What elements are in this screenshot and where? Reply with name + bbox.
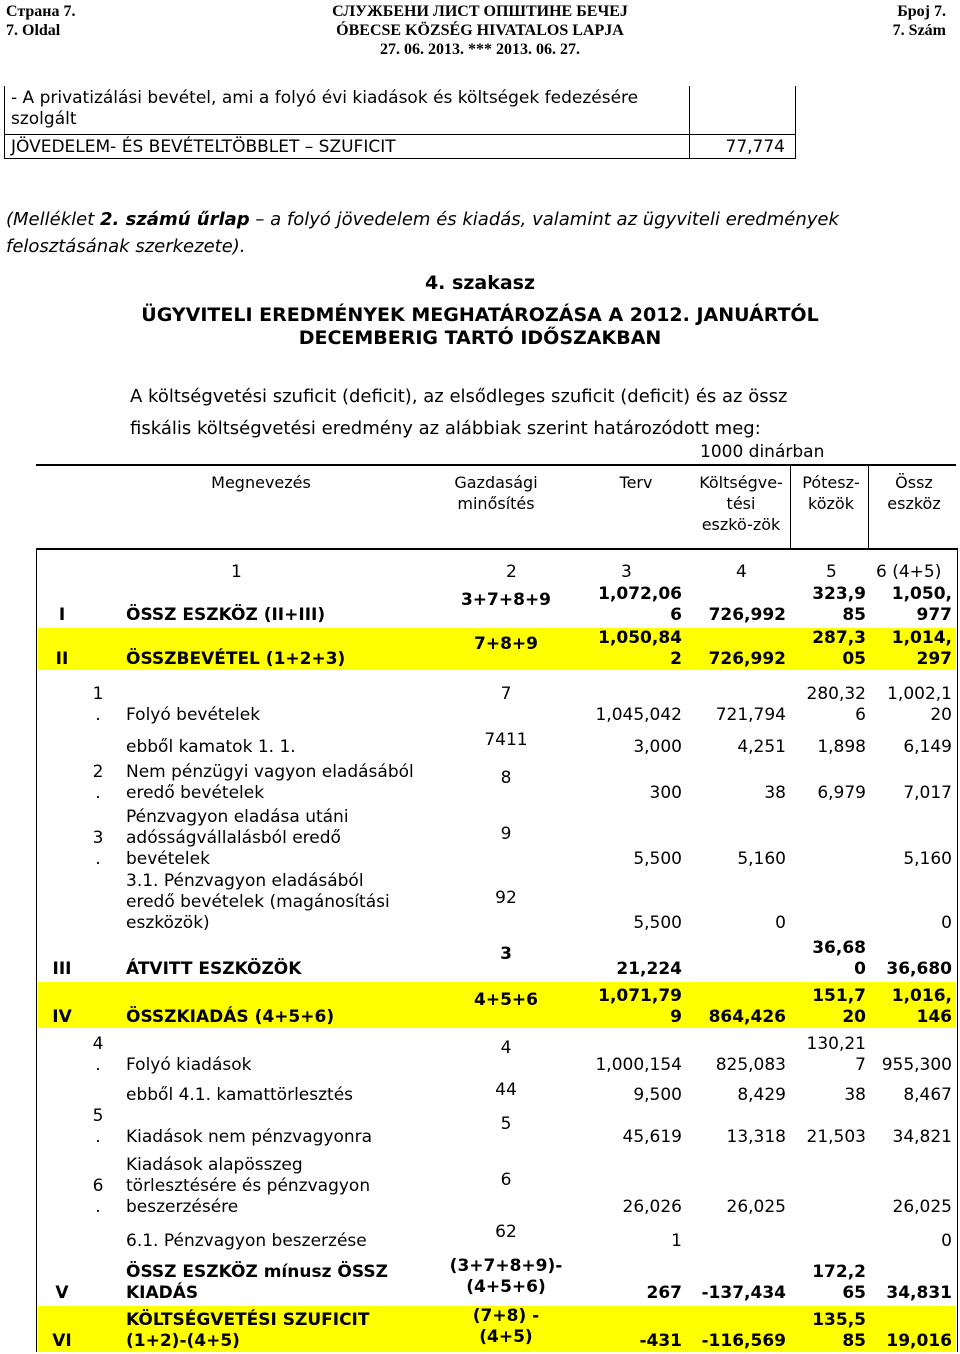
table-row — [36, 1030, 958, 1078]
row-number: 1 . — [92, 684, 104, 725]
row-additional-value: 151,7 20 — [812, 986, 866, 1027]
row-number: 3 . — [92, 828, 104, 869]
row-budget-value: -116,569 — [701, 1331, 786, 1351]
row-budget-value: 5,160 — [737, 849, 786, 869]
row-plan-value: 9,500 — [633, 1085, 682, 1105]
row-plan-value: 267 — [646, 1283, 682, 1303]
col-num-5: 5 — [826, 562, 837, 582]
col-num-3: 3 — [621, 562, 632, 582]
row-roman-number: IV — [52, 1007, 72, 1027]
surplus-value: 77,774 — [725, 137, 785, 157]
col-header-additional-line1: Pótesz- — [802, 473, 860, 492]
row-plan-value: 26,026 — [622, 1197, 682, 1217]
row-total-value: 19,016 — [886, 1331, 952, 1351]
row-additional-value: 1,898 — [817, 737, 866, 757]
issue-number-serbian: Број 7. — [897, 3, 946, 20]
row-economic-code: 8 — [500, 767, 512, 788]
row-total-value: 36,680 — [886, 959, 952, 979]
row-budget-value: 864,426 — [708, 1007, 786, 1027]
row-plan-value: 45,619 — [622, 1127, 682, 1147]
table-row — [36, 872, 958, 936]
row-economic-code: 44 — [495, 1080, 517, 1100]
row-name: Kiadások alapösszeg törlesztésére és pénzvagyon beszerzésére — [126, 1155, 371, 1217]
row-name: Kiadások nem pénzvagyonra — [126, 1127, 373, 1147]
row-name: ÖSSZBEVÉTEL (1+2+3) — [126, 649, 346, 669]
page-number-serbian: Страна 7. — [6, 3, 76, 20]
col-header-total — [874, 472, 954, 514]
row-total-value: 8,467 — [903, 1085, 952, 1105]
row-total-value: 1,016, 146 — [891, 986, 952, 1027]
row-economic-code: 4 — [500, 1037, 512, 1058]
row-name: ebből 4.1. kamattörlesztés — [126, 1085, 354, 1105]
row-name: Folyó kiadások — [126, 1055, 252, 1075]
row-additional-value: 135,5 85 — [812, 1310, 866, 1351]
col-num-2: 2 — [506, 562, 517, 582]
row-economic-code: 5 — [500, 1113, 512, 1134]
annex-prefix: (Melléklet — [6, 209, 100, 230]
row-plan-value: 1 — [671, 1231, 682, 1251]
row-roman-number: V — [55, 1283, 69, 1303]
row-total-value: 5,160 — [903, 849, 952, 869]
row-plan-value: 21,224 — [616, 959, 682, 979]
col-header-total-line1: Össz — [895, 473, 933, 492]
row-roman-number: VI — [52, 1331, 72, 1351]
annex-note — [6, 206, 946, 260]
col-header-name: Megnevezés — [211, 473, 311, 492]
row-budget-value: 38 — [764, 783, 786, 803]
row-number: 2 . — [92, 762, 104, 803]
row-plan-value: 3,000 — [633, 737, 682, 757]
section-title-line1: ÜGYVITELI EREDMÉNYEK MEGHATÁROZÁSA A 2012. JANUÁRTÓL — [141, 304, 819, 326]
row-economic-code: 62 — [495, 1222, 517, 1242]
row-additional-value: 130,21 7 — [806, 1034, 866, 1075]
row-name: 6.1. Pénzvagyon beszerzése — [126, 1231, 367, 1251]
intro-line1: A költségvetési szuficit (deficit), az elsődleges szuficit (deficit) és az össz — [130, 386, 788, 407]
row-number: 5 . — [92, 1106, 104, 1147]
row-total-value: 1,050, 977 — [891, 584, 952, 625]
row-plan-value: 1,050,84 2 — [598, 628, 682, 669]
page-number-hungarian: 7. Oldal — [6, 22, 61, 39]
row-economic-code: (7+8) - (4+5) — [472, 1306, 540, 1347]
privatization-note: - A privatizálási bevétel, ami a folyó évi kiadások és költségek fedezésére szolgált — [11, 88, 639, 129]
row-plan-value: -431 — [639, 1331, 682, 1351]
journal-title-serbian: СЛУЖБЕНИ ЛИСТ ОПШТИНЕ БЕЧЕЈ — [332, 3, 628, 20]
row-total-value: 7,017 — [903, 783, 952, 803]
row-budget-value: 13,318 — [726, 1127, 786, 1147]
row-roman-number: II — [55, 649, 69, 669]
row-plan-value: 5,500 — [633, 849, 682, 869]
table-row — [36, 672, 958, 728]
row-name: ebből kamatok 1. 1. — [126, 737, 296, 757]
row-plan-value: 1,045,042 — [595, 705, 682, 725]
row-total-value: 955,300 — [881, 1055, 952, 1075]
row-name: Folyó bevételek — [126, 705, 261, 725]
row-budget-value: 8,429 — [737, 1085, 786, 1105]
row-plan-value: 5,500 — [633, 913, 682, 933]
row-total-value: 6,149 — [903, 737, 952, 757]
table-row — [36, 628, 958, 672]
row-plan-value: 1,071,79 9 — [598, 986, 682, 1027]
table-row — [36, 1152, 958, 1220]
col-header-additional-line2: közök — [808, 494, 854, 513]
row-name: ÖSSZKIADÁS (4+5+6) — [126, 1007, 335, 1027]
table-row — [36, 1080, 958, 1108]
issue-number-right — [893, 2, 946, 40]
row-economic-code: 7411 — [484, 730, 528, 750]
surplus-box — [4, 86, 796, 159]
row-name: Pénzvagyon eladása utáni adósságvállalásból eredő bevételek — [126, 807, 349, 869]
row-number: 4 . — [92, 1034, 104, 1075]
journal-title-hungarian: ÓBECSE KÖZSÉG HIVATALOS LAPJA — [336, 22, 624, 39]
journal-title — [0, 2, 960, 59]
row-name: ÖSSZ ESZKÖZ mínusz ÖSSZ KIADÁS — [126, 1262, 388, 1303]
row-budget-value: 726,992 — [708, 649, 786, 669]
row-total-value: 34,821 — [892, 1127, 952, 1147]
row-name: KÖLTSÉGVETÉSI SZUFICIT (1+2)-(4+5) — [126, 1310, 370, 1351]
row-total-value: 0 — [941, 1231, 952, 1251]
row-additional-value: 287,3 05 — [812, 628, 866, 669]
issue-number-hungarian: 7. Szám — [892, 22, 946, 39]
page-header — [0, 0, 960, 56]
row-economic-code: 6 — [500, 1169, 512, 1190]
row-budget-value: 721,794 — [715, 705, 786, 725]
row-roman-number: III — [52, 959, 72, 979]
row-total-value: 34,831 — [886, 1283, 952, 1303]
row-budget-value: 4,251 — [737, 737, 786, 757]
row-additional-value: 21,503 — [806, 1127, 866, 1147]
table-header — [36, 464, 956, 550]
row-economic-code: 92 — [495, 887, 517, 908]
row-additional-value: 323,9 85 — [812, 584, 866, 625]
col-header-total-line2: eszköz — [887, 494, 941, 513]
row-economic-code: 7 — [500, 683, 512, 704]
table-row — [36, 938, 958, 982]
annex-suffix: – a folyó jövedelem és kiadás, valamint az ügyviteli eredmények felosztásának szerkezete). — [6, 209, 839, 257]
row-roman-number: I — [58, 605, 66, 625]
row-name: 3.1. Pénzvagyon eladásából eredő bevételek (magánosítási eszközök) — [126, 871, 390, 933]
table-row — [36, 1106, 958, 1150]
col-num-1: 1 — [231, 562, 242, 582]
row-name: ÖSSZ ESZKÖZ (II+III) — [126, 605, 326, 625]
row-total-value: 0 — [941, 913, 952, 933]
row-economic-code: 9 — [500, 823, 512, 844]
table-row — [36, 1256, 958, 1306]
col-num-4: 4 — [736, 562, 747, 582]
row-total-value: 26,025 — [892, 1197, 952, 1217]
col-num-6: 6 (4+5) — [876, 562, 942, 582]
row-number: 6 . — [92, 1176, 104, 1217]
table-row — [36, 762, 958, 806]
table-row — [36, 982, 958, 1030]
row-plan-value: 300 — [649, 783, 682, 803]
row-total-value: 1,002,1 20 — [887, 684, 952, 725]
table-row — [36, 808, 958, 872]
section-number: 4. szakasz — [424, 272, 536, 294]
row-additional-value: 172,2 65 — [812, 1262, 866, 1303]
table-row — [36, 1222, 958, 1254]
row-additional-value: 6,979 — [817, 783, 866, 803]
row-additional-value: 38 — [844, 1085, 866, 1105]
row-budget-value: 26,025 — [726, 1197, 786, 1217]
row-plan-value: 1,000,154 — [595, 1055, 682, 1075]
surplus-label: JÖVEDELEM- ÉS BEVÉTELTÖBBLET – SZUFICIT — [11, 137, 396, 157]
row-budget-value: 0 — [775, 913, 786, 933]
table-row — [36, 1306, 958, 1354]
section-title-line2: DECEMBERIG TARTÓ IDŐSZAKBAN — [298, 327, 662, 349]
annex-form: 2. számú űrlap — [99, 209, 250, 230]
row-economic-code: 3+7+8+9 — [460, 589, 552, 610]
col-header-additional — [796, 472, 866, 514]
col-header-economic-class: Gazdasági minősítés — [454, 473, 538, 513]
row-economic-code: 4+5+6 — [474, 989, 538, 1010]
col-header-plan: Terv — [619, 473, 653, 492]
table-row — [36, 584, 958, 628]
row-total-value: 1,014, 297 — [891, 628, 952, 669]
row-name: Nem pénzügyi vagyon eladásából eredő bevételek — [126, 762, 414, 803]
row-budget-value: 726,992 — [708, 605, 786, 625]
row-economic-code: (3+7+8+9)- (4+5+6) — [449, 1256, 563, 1297]
row-name: ÁTVITT ESZKÖZÖK — [126, 959, 302, 979]
row-budget-value: -137,434 — [701, 1283, 786, 1303]
row-budget-value: 825,083 — [715, 1055, 786, 1075]
row-additional-value: 36,68 0 — [812, 938, 866, 979]
intro-line2: fiskális költségvetési eredmény az alábbiak szerint határozódott meg: — [130, 418, 761, 439]
table-row — [36, 730, 958, 760]
col-header-budget: Költségve- tési eszkö-zök — [699, 473, 783, 534]
row-additional-value: 280,32 6 — [806, 684, 866, 725]
row-economic-code: 7+8+9 — [474, 633, 538, 654]
row-economic-code: 3 — [500, 943, 512, 964]
unit-label: 1000 dinárban — [700, 442, 825, 462]
row-plan-value: 1,072,06 6 — [598, 584, 682, 625]
issue-date: 27. 06. 2013. *** 2013. 06. 27. — [380, 41, 580, 58]
